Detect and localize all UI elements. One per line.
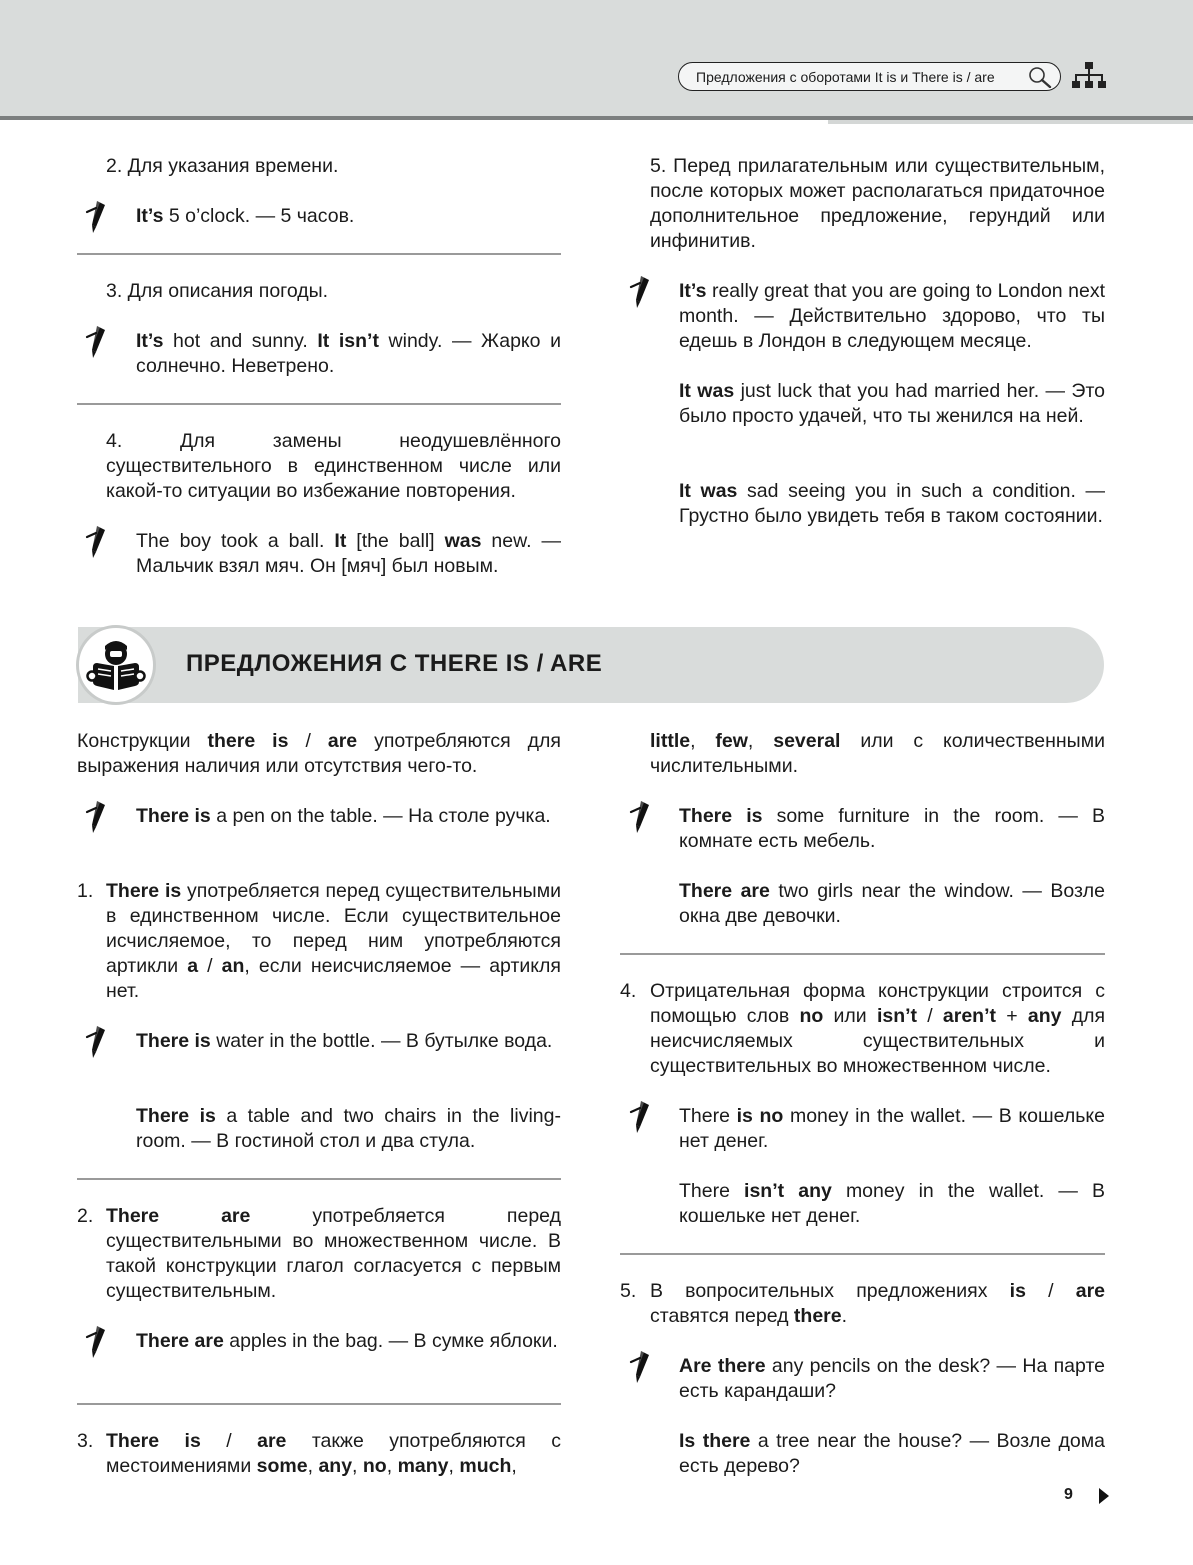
- example-tree: Is there a tree near the house? — Возле дома есть дерево?: [679, 1430, 1105, 1477]
- list-item-5: 5. Перед прилагательным или существительным, после которых может располагаться придаточное дополнительное предложение, герундий или инфинитив.: [650, 155, 1105, 252]
- section-title: ПРЕДЛОЖЕНИЯ С THERE IS / ARE: [186, 650, 603, 677]
- divider: [77, 253, 561, 255]
- next-arrow-icon[interactable]: [1098, 1487, 1110, 1511]
- example-furniture: There is some furniture in the room. — В комнате есть мебель.: [679, 805, 1105, 852]
- rule-pronouns: There is / are также употребляются с местоимениями some, any, no, many, much,: [106, 1430, 561, 1477]
- example-pencils: Are there any pencils on the desk? — На парте есть карандаши?: [679, 1355, 1105, 1402]
- pen-icon: [628, 1100, 650, 1134]
- example-time: It’s 5 o’clock. — 5 часов.: [136, 205, 355, 227]
- divider: [77, 1403, 561, 1405]
- example-weather: It’s hot and sunny. It isn’t windy. — Жарко и солнечно. Неветрено.: [136, 330, 561, 377]
- list-item-3: 3. Для описания погоды.: [106, 280, 329, 302]
- divider: [77, 1178, 561, 1180]
- rule-questions: В вопросительных предложениях is / are ставятся перед there.: [650, 1280, 1105, 1327]
- example-water: There is water in the bottle. — В бутылке вода.: [136, 1030, 553, 1052]
- search-icon[interactable]: [1028, 66, 1052, 98]
- example-isnt-any: There isn’t any money in the wallet. — В кошельке нет денег.: [679, 1180, 1106, 1227]
- example-sad: It was sad seeing you in such a condition. — Грустно было увидеть тебя в таком состоянии.: [679, 480, 1105, 527]
- pen-icon: [628, 1350, 650, 1384]
- reader-icon-frame: [76, 625, 156, 705]
- pen-icon: [84, 200, 106, 234]
- list-item-4: 4. Для замены неодушевлённого существительного в единственном числе или какой-то ситуации во избежание повторения.: [106, 430, 561, 502]
- divider: [620, 1253, 1105, 1255]
- pen-icon: [84, 525, 106, 559]
- example-great: It’s really great that you are going to London next month. — Действительно здорово, что ты едешь в Лондон в следующем месяце.: [679, 280, 1105, 352]
- rule-number: 4.: [620, 980, 637, 1002]
- rule-there-is: There is употребляется перед существительными в единственном числе. Если существительное исчисляемое, то перед ним употребляются артикли a / an, если неисчисляемое — артикля нет.: [106, 880, 561, 1002]
- rule-number: 1.: [77, 880, 94, 902]
- section-intro: Конструкции there is / are употребляются для выражения наличия или отсутствия чего-то.: [77, 730, 561, 777]
- breadcrumb-text: Предложения с оборотами It is и There is / are: [696, 69, 995, 85]
- rule-number: 5.: [620, 1280, 637, 1302]
- rule-there-are: There are употребляется перед существительными во множественном числе. В такой конструкции глагол согласуется с первым существительным.: [106, 1205, 561, 1302]
- header-divider-accent: [828, 120, 1193, 124]
- pen-icon: [84, 1025, 106, 1059]
- example-replacement: The boy took a ball. It [the ball] was new. — Мальчик взял мяч. Он [мяч] был новым.: [136, 530, 561, 577]
- divider: [620, 953, 1105, 955]
- rule-pronouns-continued: little, few, several или с количественными числительными.: [650, 730, 1105, 777]
- page-number: 9: [1064, 1486, 1073, 1503]
- example-luck: It was just luck that you had married her. — Это было просто удачей, что ты женился на ней.: [679, 380, 1105, 427]
- sitemap-icon[interactable]: [1072, 61, 1106, 97]
- pen-icon: [628, 800, 650, 834]
- list-item-2: 2. Для указания времени.: [106, 155, 339, 177]
- header-bar: [0, 0, 1193, 116]
- example-apples: There are apples in the bag. — В сумке яблоки.: [136, 1330, 558, 1352]
- pen-icon: [84, 325, 106, 359]
- rule-number: 2.: [77, 1205, 94, 1227]
- breadcrumb-search[interactable]: [678, 62, 1061, 91]
- divider: [77, 403, 561, 405]
- rule-number: 3.: [77, 1430, 94, 1452]
- example-no-money: There is no money in the wallet. — В кошельке нет денег.: [679, 1105, 1105, 1152]
- pen-icon: [84, 1325, 106, 1359]
- example-pen: There is a pen on the table. — На столе ручка.: [136, 805, 551, 827]
- pen-icon: [84, 800, 106, 834]
- example-girls: There are two girls near the window. — Возле окна две девочки.: [679, 880, 1105, 927]
- reader-icon: [79, 628, 153, 702]
- pen-icon: [628, 275, 650, 309]
- example-table: There is a table and two chairs in the living-room. — В гостиной стол и два стула.: [136, 1105, 561, 1152]
- rule-negative: Отрицательная форма конструкции строится с помощью слов no или isn’t / aren’t + any для неисчисляемых существительных и существительных во множественном числе.: [650, 980, 1106, 1077]
